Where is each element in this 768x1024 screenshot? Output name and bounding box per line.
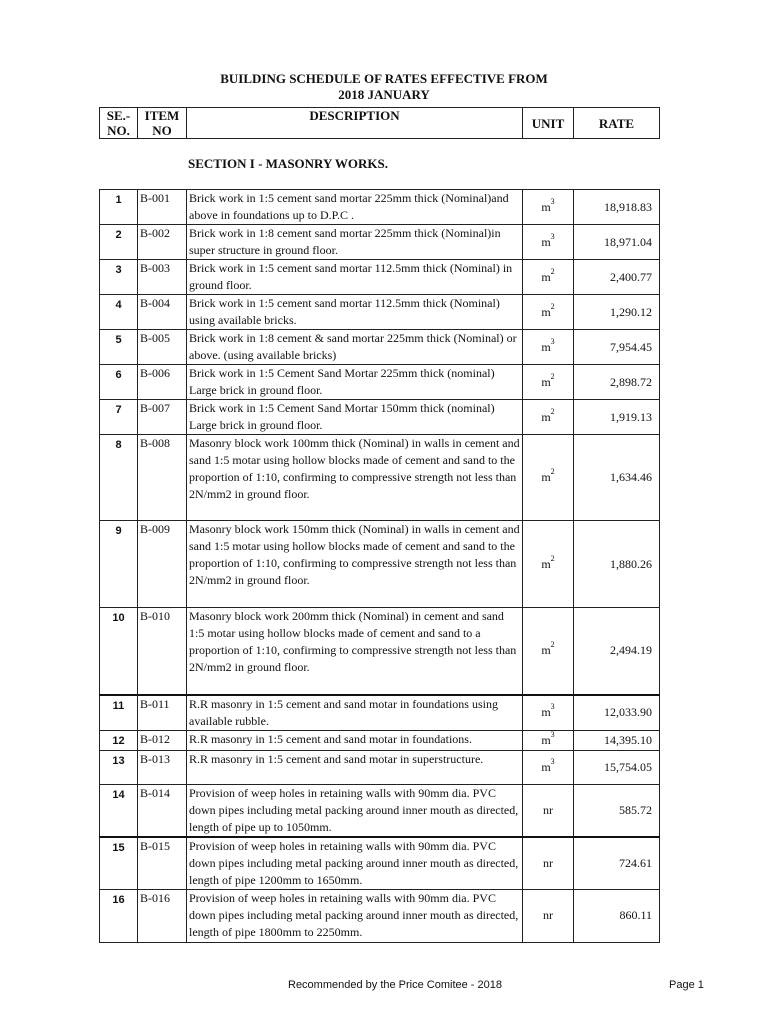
row-unit [523, 190, 574, 225]
row-description: Provision of weep holes in retaining walls with 90mm dia. PVC down pipes including metal packing around inner mouth as directed, length of pipe 1200mm to 1650mm. [187, 837, 523, 890]
row-rate: 1,919.13 [574, 400, 660, 435]
row-unit [523, 435, 574, 521]
row-description: Masonry block work 100mm thick (Nominal) in walls in cement and sand 1:5 motar using hollow blocks made of cement and sand to the proportion of 1:10, confirming to compressive strength not less than 2N/mm2 in ground floor. [187, 435, 523, 521]
row-description: R.R masonry in 1:5 cement and sand motar in foundations using available rubble. [187, 695, 523, 731]
row-se-no: 16 [100, 889, 138, 942]
unit-exponent: 2 [550, 301, 555, 311]
row-se-no: 13 [100, 750, 138, 784]
unit-base: m [541, 339, 551, 354]
section-title: SECTION I - MASONRY WORKS. [188, 156, 388, 171]
unit-base: m [541, 759, 551, 774]
row-description: Brick work in 1:8 cement sand mortar 225mm thick (Nominal)in super structure in ground floor. [187, 225, 523, 260]
unit-base: m [541, 374, 551, 389]
table-row [100, 750, 660, 784]
unit-base: m [541, 705, 551, 719]
row-se-no: 15 [100, 837, 138, 890]
unit-exponent: 2 [550, 467, 555, 476]
table-row [100, 837, 660, 890]
unit-exponent: 2 [550, 640, 555, 650]
row-unit [523, 521, 574, 608]
unit-exponent: 2 [550, 553, 555, 563]
row-rate: 724.61 [574, 837, 660, 890]
table-row [100, 330, 660, 365]
row-rate: 7,954.45 [574, 330, 660, 365]
row-rate: 2,494.19 [574, 608, 660, 695]
row-item-code: B-011 [138, 695, 187, 731]
row-se-no: 1 [100, 190, 138, 225]
table-row [100, 295, 660, 330]
row-description: Brick work in 1:5 Cement Sand Mortar 225mm thick (nominal) Large brick in ground floor. [187, 365, 523, 400]
row-se-no: 8 [100, 435, 138, 521]
row-rate: 18,971.04 [574, 225, 660, 260]
row-item-code: B-004 [138, 295, 187, 330]
row-unit [523, 365, 574, 400]
row-item-code: B-016 [138, 889, 187, 942]
table-row [100, 400, 660, 435]
row-se-no: 2 [100, 225, 138, 260]
row-description: Brick work in 1:5 Cement Sand Mortar 150mm thick (nominal) Large brick in ground floor. [187, 400, 523, 435]
header-row [100, 108, 660, 139]
unit-exponent: 3 [550, 231, 555, 241]
row-rate: 1,880.26 [574, 521, 660, 608]
row-se-no: 11 [100, 695, 138, 731]
row-description: Brick work in 1:5 cement sand mortar 225mm thick (Nominal)and above in foundations up to D.P.C . [187, 190, 523, 225]
unit-base: m [541, 199, 551, 214]
unit-exponent: 3 [550, 702, 555, 711]
row-unit [523, 695, 574, 731]
row-description: Brick work in 1:5 cement sand mortar 112.5mm thick (Nominal) in ground floor. [187, 260, 523, 295]
rates-table [99, 189, 660, 943]
unit-exponent: 3 [550, 336, 555, 346]
row-description: Brick work in 1:5 cement sand mortar 112.5mm thick (Nominal) using available bricks. [187, 295, 523, 330]
table-row [100, 521, 660, 608]
table-row [100, 365, 660, 400]
header-se-no: SE.-NO. [100, 108, 138, 139]
row-item-code: B-003 [138, 260, 187, 295]
unit-exponent: 3 [550, 756, 555, 766]
unit-base: m [541, 732, 551, 747]
row-item-code: B-010 [138, 608, 187, 695]
unit-base: m [541, 470, 551, 484]
row-rate: 12,033.90 [574, 695, 660, 731]
row-unit [523, 889, 574, 942]
row-unit [523, 260, 574, 295]
header-rate: RATE [574, 108, 660, 139]
table-row [100, 695, 660, 731]
row-rate: 1,290.12 [574, 295, 660, 330]
row-rate: 860.11 [574, 889, 660, 942]
row-item-code: B-007 [138, 400, 187, 435]
unit-base: m [541, 556, 551, 571]
row-description: Brick work in 1:8 cement & sand mortar 225mm thick (Nominal) or above. (using available bricks) [187, 330, 523, 365]
row-se-no: 3 [100, 260, 138, 295]
table-row [100, 260, 660, 295]
unit-base: m [541, 409, 551, 424]
table-row [100, 784, 660, 837]
row-rate: 14,395.10 [574, 730, 660, 750]
row-item-code: B-001 [138, 190, 187, 225]
row-unit [523, 750, 574, 784]
row-description: R.R masonry in 1:5 cement and sand motar in superstructure. [187, 750, 523, 784]
row-unit [523, 608, 574, 695]
row-se-no: 7 [100, 400, 138, 435]
row-unit [523, 837, 574, 890]
header-unit: UNIT [523, 108, 574, 139]
document-title-line1: BUILDING SCHEDULE OF RATES EFFECTIVE FROM [220, 71, 548, 86]
row-unit [523, 295, 574, 330]
row-item-code: B-014 [138, 784, 187, 837]
unit-base: m [541, 269, 551, 284]
row-unit [523, 730, 574, 750]
row-unit [523, 784, 574, 837]
header-table [99, 107, 660, 139]
row-se-no: 10 [100, 608, 138, 695]
row-se-no: 12 [100, 730, 138, 750]
rates-table-body [100, 190, 660, 943]
table-row [100, 225, 660, 260]
row-se-no: 5 [100, 330, 138, 365]
row-se-no: 14 [100, 784, 138, 837]
row-rate: 1,634.46 [574, 435, 660, 521]
row-rate: 18,918.83 [574, 190, 660, 225]
table-row [100, 608, 660, 695]
row-description: Provision of weep holes in retaining walls with 90mm dia. PVC down pipes including metal packing around inner mouth as directed, length of pipe up to 1050mm. [187, 784, 523, 837]
row-item-code: B-012 [138, 730, 187, 750]
unit-base: nr [543, 802, 553, 817]
unit-base: m [541, 234, 551, 249]
unit-exponent: 3 [550, 196, 555, 206]
row-item-code: B-009 [138, 521, 187, 608]
row-se-no: 4 [100, 295, 138, 330]
row-se-no: 6 [100, 365, 138, 400]
table-row [100, 889, 660, 942]
row-item-code: B-005 [138, 330, 187, 365]
row-item-code: B-006 [138, 365, 187, 400]
unit-base: nr [543, 908, 553, 922]
table-row [100, 190, 660, 225]
row-rate: 15,754.05 [574, 750, 660, 784]
row-rate: 2,400.77 [574, 260, 660, 295]
footer-page-number: Page 1 [669, 979, 704, 991]
unit-base: nr [543, 855, 553, 870]
header-item-no: ITEM NO [138, 108, 187, 139]
row-description: Masonry block work 200mm thick (Nominal) in cement and sand 1:5 motar using hollow blocks made of cement and sand to a proportion of 1:10, confirming to compressive strength not less than 2N/mm2 in ground floor. [187, 608, 523, 695]
row-rate: 585.72 [574, 784, 660, 837]
row-item-code: B-015 [138, 837, 187, 890]
row-description: R.R masonry in 1:5 cement and sand motar in foundations. [187, 730, 523, 750]
row-item-code: B-002 [138, 225, 187, 260]
document-title-line2: 2018 JANUARY [338, 87, 430, 102]
unit-exponent: 2 [550, 371, 555, 381]
row-rate: 2,898.72 [574, 365, 660, 400]
row-se-no: 9 [100, 521, 138, 608]
row-unit [523, 400, 574, 435]
row-unit [523, 330, 574, 365]
unit-base: m [541, 304, 551, 319]
unit-exponent: 2 [550, 266, 555, 276]
row-unit [523, 225, 574, 260]
unit-base: m [541, 643, 551, 658]
unit-exponent: 2 [550, 406, 555, 416]
row-item-code: B-008 [138, 435, 187, 521]
table-row [100, 435, 660, 521]
table-row [100, 730, 660, 750]
row-item-code: B-013 [138, 750, 187, 784]
unit-exponent: 3 [550, 729, 555, 739]
row-description: Masonry block work 150mm thick (Nominal) in walls in cement and sand 1:5 motar using hollow blocks made of cement and sand to the proportion of 1:10, confirming to compressive strength not less than 2N/mm2 in ground floor. [187, 521, 523, 608]
header-description: DESCRIPTION [187, 108, 523, 139]
footer-recommended: Recommended by the Price Comitee - 2018 [288, 979, 502, 991]
row-description: Provision of weep holes in retaining walls with 90mm dia. PVC down pipes including metal packing around inner mouth as directed, length of pipe 1800mm to 2250mm. [187, 889, 523, 942]
